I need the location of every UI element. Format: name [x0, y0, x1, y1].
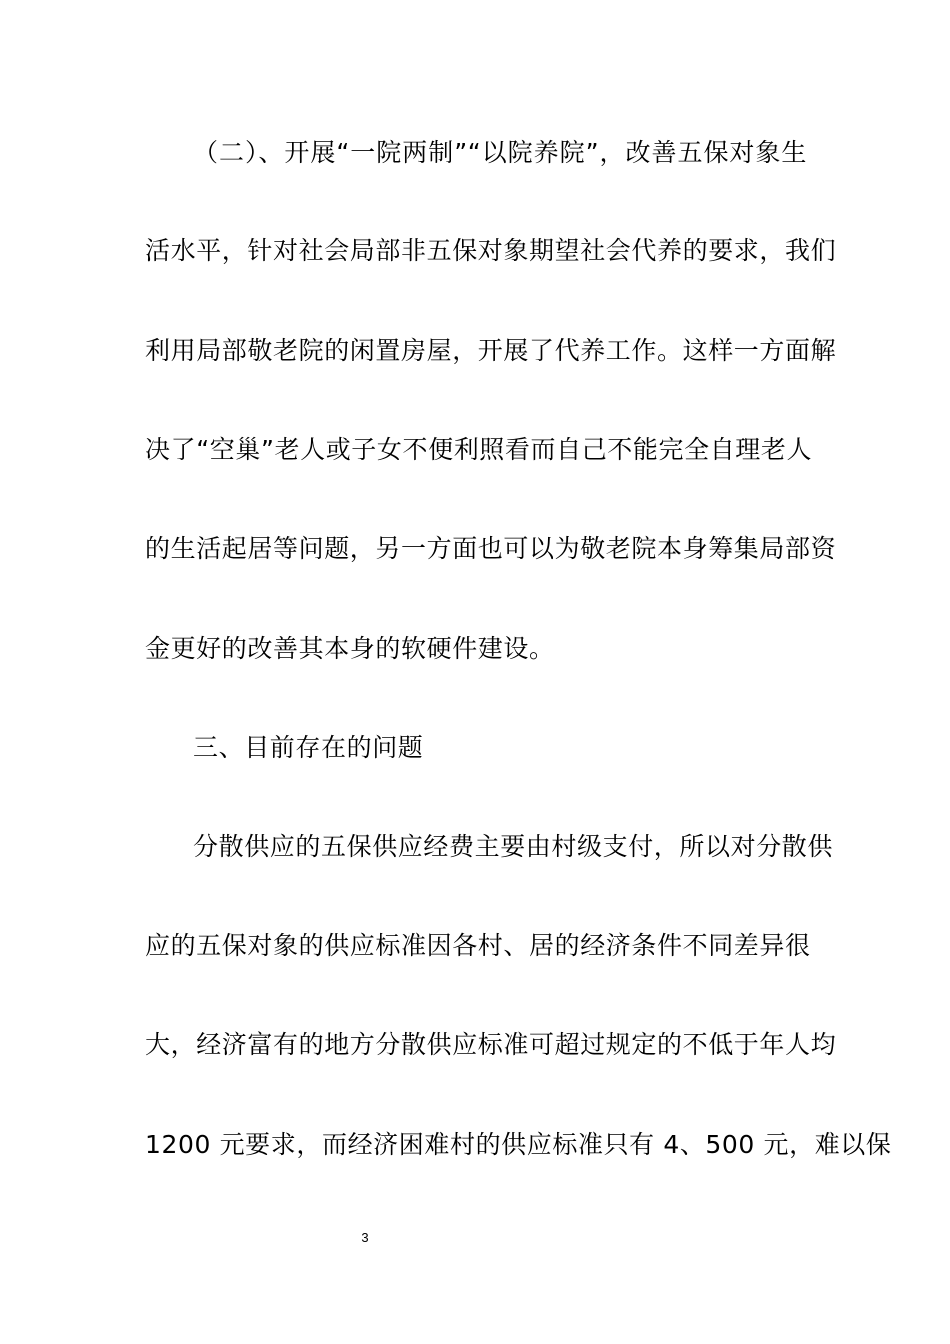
paragraph-line: 分散供应的五保供应经费主要由村级支付，所以对分散供 [193, 832, 834, 861]
paragraph-line: 应的五保对象的供应标准因各村、居的经济条件不同差异很 [145, 931, 811, 960]
section-heading: 三、目前存在的问题 [193, 733, 424, 762]
paragraph-line: 活水平，针对社会局部非五保对象期望社会代养的要求，我们 [145, 236, 837, 265]
paragraph-line: 1200 元要求，而经济困难村的供应标准只有 4、500 元，难以保 [145, 1130, 892, 1159]
paragraph-line: 的生活起居等问题，另一方面也可以为敬老院本身筹集局部资 [145, 534, 837, 563]
paragraph-line: 利用局部敬老院的闲置房屋，开展了代养工作。这样一方面解 [145, 336, 837, 365]
paragraph-line: （二）、开展“一院两制”“以院养院”，改善五保对象生 [193, 138, 807, 167]
paragraph-line: 决了“空巢”老人或子女不便利照看而自己不能完全自理老人 [145, 435, 813, 464]
page-number: 3 [361, 1230, 369, 1245]
paragraph-line: 大，经济富有的地方分散供应标准可超过规定的不低于年人均 [145, 1030, 837, 1059]
paragraph-line: 金更好的改善其本身的软硬件建设。 [145, 634, 555, 663]
